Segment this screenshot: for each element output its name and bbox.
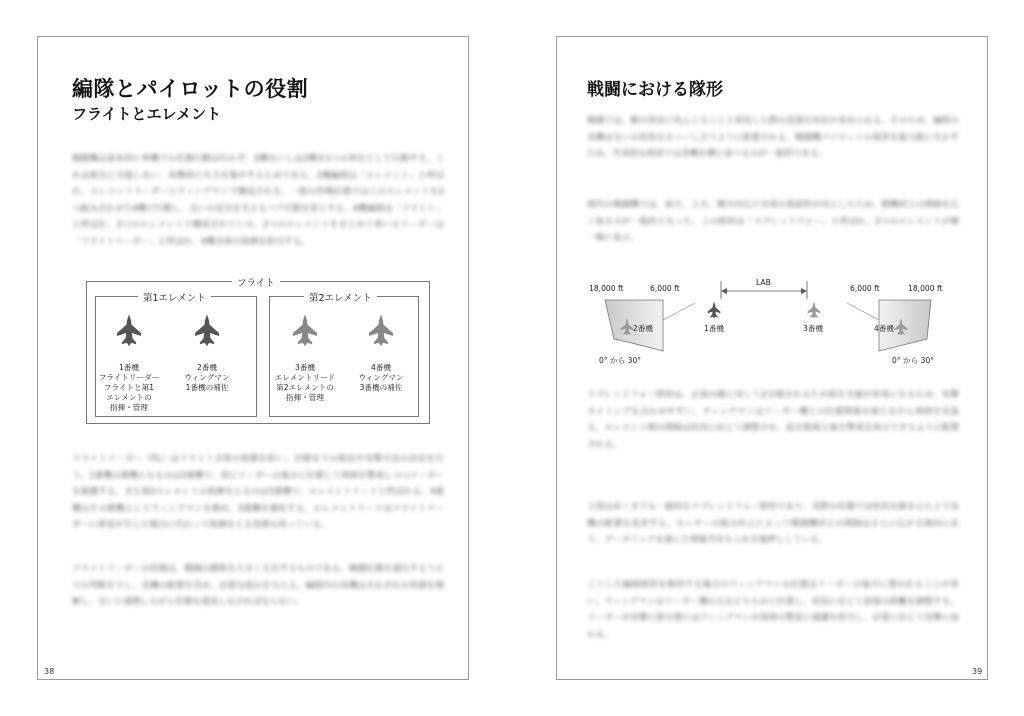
right-range-line xyxy=(847,303,879,320)
page-title: 編隊とパイロットの役割 xyxy=(72,76,309,101)
angle-left: 0° から 30° xyxy=(599,356,642,365)
jet-3-caption: 3番機 エレメントリード 第2エレメントの 指揮・管理 xyxy=(274,363,336,402)
body-paragraph-3: フライトリーダーの役割は、戦闘の勝敗を大きく左右するものである。戦闘任務を遂行するうえでの判断を下し、各機の配置を決め、必要な指示を与える。編隊内の各機はそれぞれの役割を理解し、互いに連携しながら任務を達成しなければならない。 xyxy=(72,564,444,607)
left-page xyxy=(37,36,469,680)
element-1-box xyxy=(95,293,257,417)
element-1-label: 第1エレメント xyxy=(138,290,211,304)
body-paragraph-2: 現代の戦闘機では、前方、上方、横方向など全周の視認性が向上したため、僚機同士の間隔を広く取るのが一般的となった。この隊形は「スプレッドフォー」と呼ばれ、2つのエレメントが横一線に並ぶ。 xyxy=(587,200,959,243)
jet-1-label: 1番機 xyxy=(704,324,725,333)
right-page xyxy=(556,36,988,680)
lab-arrowhead-right xyxy=(801,288,807,294)
body-paragraph-2: フライトリーダー（FL）はフライト全体の指揮を担い、目標までの航法や攻撃方法の決定を行う。1番機の僚機となるのは2番機で、常にリーダーの後方に位置して周囲を警戒しつつリーダーを援護する。また第2エレメントの指揮をとるのは3番機で、エレメントリードと呼ばれる。4番機はその僚機としてウィングマンを務め、3番機を補佐する。エレメントリードはフライトリーダーに異変が生じた場合に代わって指揮をとる役割も持っている。 xyxy=(72,454,444,530)
left-range-line xyxy=(663,303,695,320)
jet-1-icon xyxy=(114,313,144,347)
angle-right: 0° から 30° xyxy=(892,356,935,365)
jet-3-icon xyxy=(808,302,821,319)
jet-2-label: 2番機 xyxy=(633,324,654,333)
flight-diagram xyxy=(86,278,430,424)
dist-near-left: 6,000 ft xyxy=(650,284,680,293)
element-2-label: 第2エレメント xyxy=(304,290,377,304)
jet-1-caption: 1番機 フライトリーダー フライトと第1 エレメントの 指揮・管理 xyxy=(98,363,160,412)
body-paragraph-1: 戦闘機は基本的に単機での任務行動は行わず、2機ないしは2機を1つの単位として行動する。これは相互に支援しあい、攻撃時に火力を集中するためである。2機編隊は「エレメント」と呼ばれ、エレメントリーダーとウィングマンで構成される。一般の作戦任務ではこのエレメントを2つ組み合わせた4機で行動し、互いの安全を支えるペア行動を常とする。4機編隊は「フライト」と呼ばれ、2つのエレメントで構成されている。2つのエレメントをまとめて率いるリーダーは「フライトリーダー」と呼ばれ、4機全体の指揮を担当する。 xyxy=(72,154,444,247)
lab-label: LAB xyxy=(756,278,771,287)
jet-4-caption: 4番機 ウィングマン 3番機の補佐 xyxy=(358,363,404,392)
body-paragraph-4: 上図はあくまでも一般的なスプレッドフォー隊形であり、実際の任務では状況を踏まえた上で各機の配置を変更する。センサーの能力向上によって戦闘機同士の間隔はさらに広がる傾向にあり、データリンクを通じた情報共有もこれを後押ししている。 xyxy=(587,502,959,545)
dist-far-right: 18,000 ft xyxy=(908,284,943,293)
page-number: 39 xyxy=(972,667,983,676)
flight-label: フライト xyxy=(232,275,280,289)
body-paragraph-1: 戦闘では、敵の発見に先んじることと発見した際の迅速な対応が求められる。そのため、編隊の各機は互いの死角をカバーし合うように配置される。戦闘機パイロットの視界を最大限に生かすため、代表的な隊形では各機を横に並べるのが一般的である。 xyxy=(587,116,959,159)
body-paragraph-3: スプレッドフォー隊形は、正面の敵に対して2分割されるため相互支援が容易になるため、攻撃タイミングを合わせやすい。ウィングマンはリーダー機との位置関係を保ちながら周囲を見張る。エレメント間の間隔は状況に応じて調整され、前方監視と後方警戒を両立できるように配置される。 xyxy=(587,390,959,450)
dist-far-left: 18,000 ft xyxy=(589,284,624,293)
page-title: 戦闘における隊形 xyxy=(587,80,723,100)
jet-4-icon xyxy=(366,313,396,347)
jet-3-label: 3番機 xyxy=(803,324,824,333)
jet-1-icon xyxy=(708,302,721,319)
jet-2-icon xyxy=(192,313,222,347)
jet-2-caption: 2番機 ウィングマン 1番機の補佐 xyxy=(184,363,230,392)
body-paragraph-5: こうした編隊隊形を維持する場合のウィングマンの位置はリーダーの後方に置かれることが多い。ウィングマンはリーダー機の左右どちらかに位置し、状況に応じて前後の距離を調整する。リーダーが攻撃に移る際にはウィングマンが周囲の警戒と援護を担当し、必要に応じて攻撃に加わる。 xyxy=(587,580,959,640)
dist-near-right: 6,000 ft xyxy=(850,284,880,293)
lab-arrowhead-left xyxy=(721,288,727,294)
formation-diagram xyxy=(557,37,989,377)
section-subtitle: フライトとエレメント xyxy=(72,105,222,123)
jet-4-label: 4番機 xyxy=(874,324,895,333)
page-number: 38 xyxy=(44,667,55,676)
jet-3-icon xyxy=(290,313,320,347)
element-2-box xyxy=(269,293,419,417)
